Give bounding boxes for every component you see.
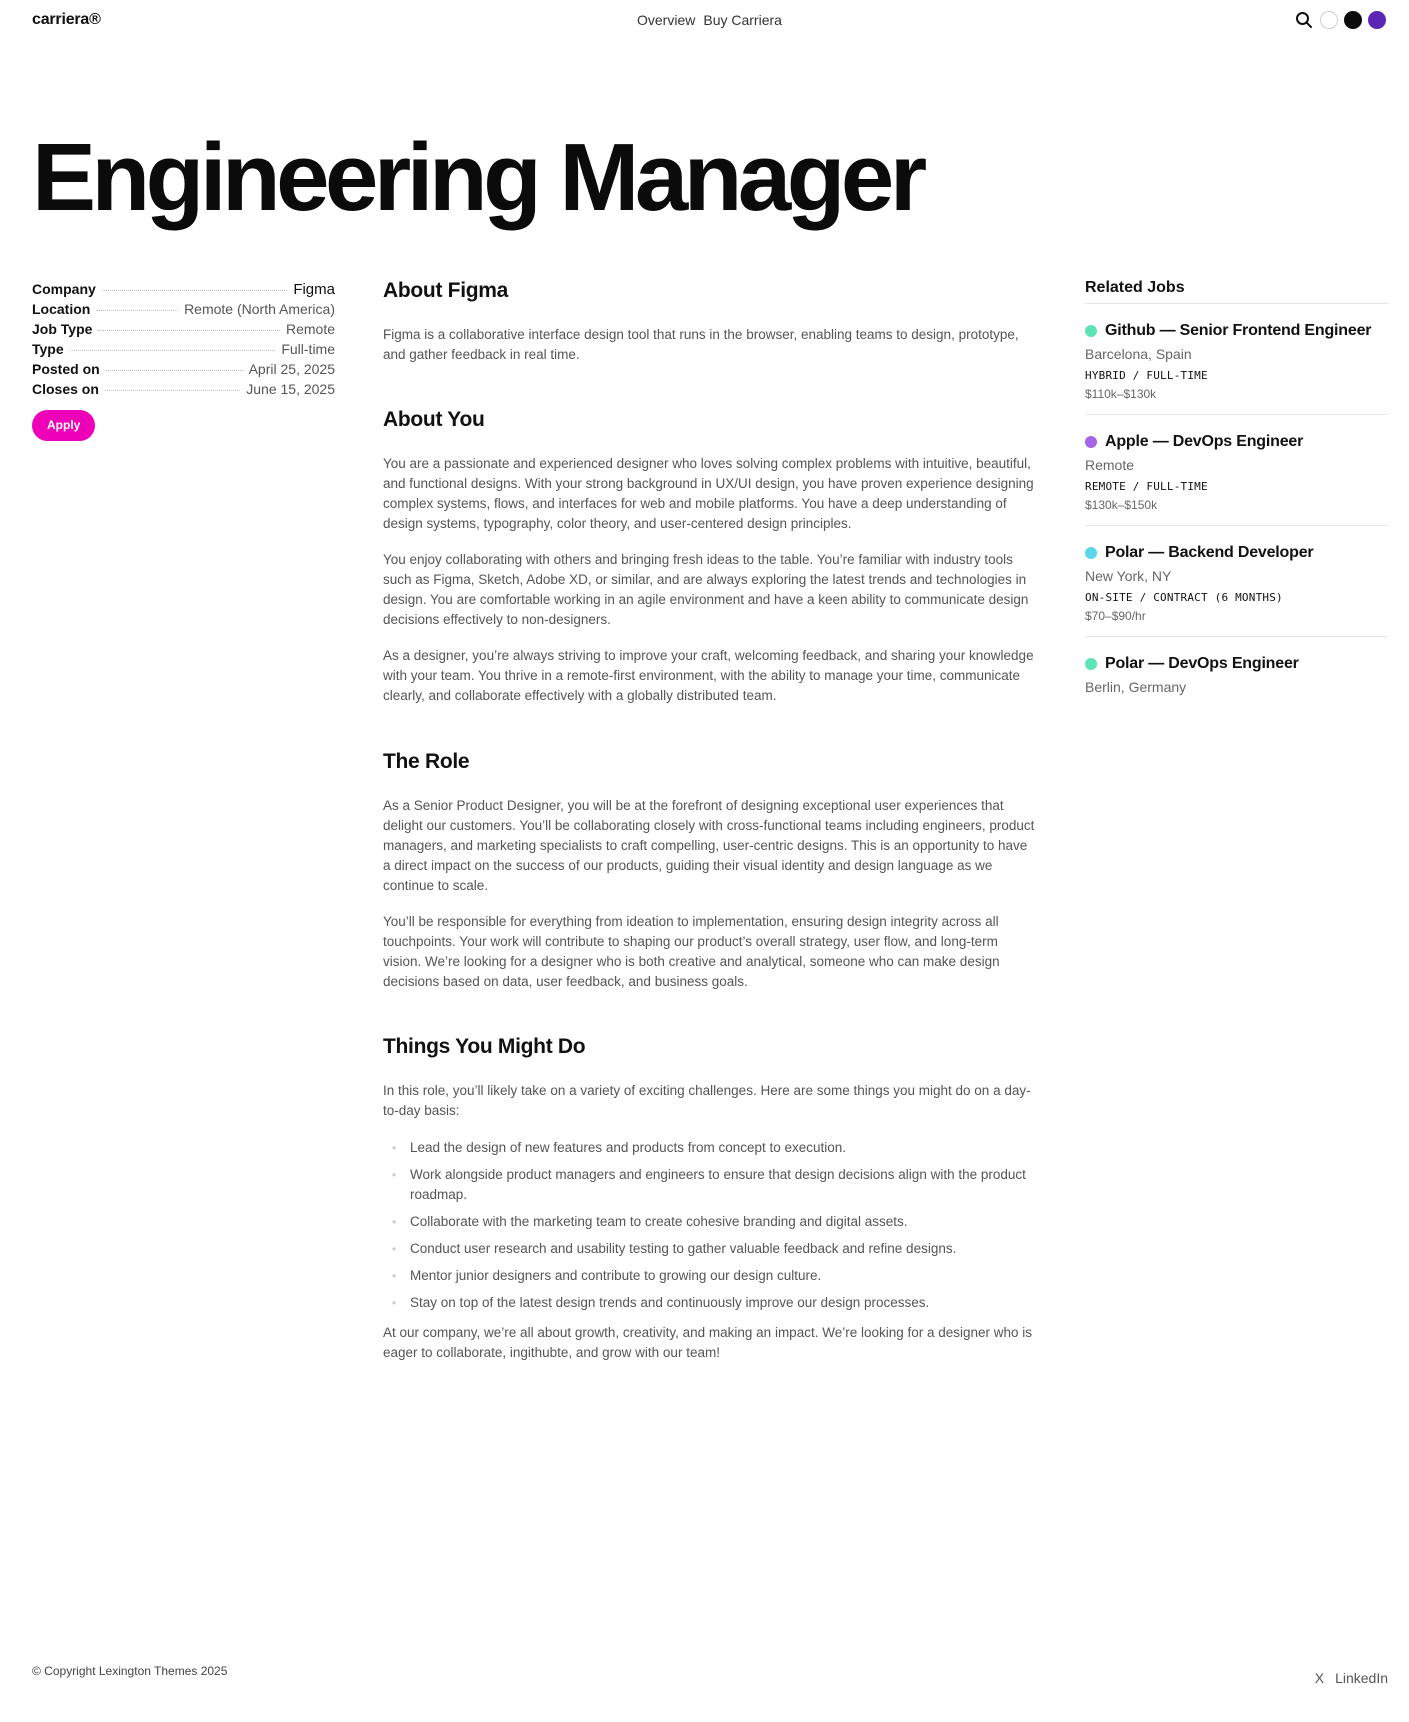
nav-link-overview[interactable]: Overview (637, 12, 696, 28)
page-title: Engineering Manager (32, 124, 923, 231)
footer-social-links (1315, 1670, 1388, 1686)
section-about-company (383, 278, 1038, 365)
list-item: • Collaborate with the marketing team to create cohesive branding and digital assets. (383, 1212, 1038, 1232)
section-heading: About Figma (383, 279, 509, 302)
section-heading: Things You Might Do (383, 1035, 586, 1058)
bullet-list (383, 1138, 1038, 1313)
related-jobs-heading: Related Jobs (1085, 279, 1388, 304)
job-salary: $130k–$150k (1085, 498, 1158, 512)
meta-row-type (32, 341, 335, 361)
job-title-link[interactable] (1085, 322, 1388, 340)
meta-row-job-type (32, 321, 335, 341)
dotted-leader (70, 350, 276, 351)
list-item: • Lead the design of new features and products from concept to execution. (383, 1138, 1038, 1158)
apply-button[interactable]: Apply (32, 410, 95, 441)
meta-row-company (32, 281, 335, 301)
job-type: ON-SITE / CONTRACT (6 MONTHS) (1085, 591, 1283, 604)
job-location: Berlin, Germany (1085, 679, 1187, 695)
dotted-leader (98, 330, 280, 331)
section-the-role (383, 749, 1038, 992)
related-job-card[interactable] (1085, 415, 1388, 526)
job-title: Apple — DevOps Engineer (1105, 433, 1304, 450)
meta-label: Type (32, 341, 64, 357)
paragraph: As a designer, you’re always striving to improve your craft, welcoming feedback, and sharing your knowledge with your team. You thrive in a remote-first environment, with the ability to manage your time, communicate clearly, and collaborate effectively with a globally distributed team. (383, 648, 1034, 703)
social-link-linkedin[interactable]: LinkedIn (1335, 1670, 1388, 1686)
related-job-card[interactable] (1085, 304, 1388, 415)
list-item: • Work alongside product managers and engineers to ensure that design decisions align with the product roadmap. (383, 1165, 1038, 1205)
meta-value-location: Remote (North America) (184, 301, 335, 317)
meta-value-company: Figma (293, 281, 335, 298)
status-dot-icon (1085, 658, 1097, 670)
status-dot-icon (1085, 547, 1097, 559)
meta-label: Company (32, 281, 96, 297)
related-job-card[interactable] (1085, 526, 1388, 637)
list-item: • Stay on top of the latest design trends and continuously improve our design processes. (383, 1293, 1038, 1313)
section-heading: The Role (383, 750, 470, 773)
status-dot-icon (1085, 325, 1097, 337)
dotted-leader (102, 290, 288, 291)
job-title: Polar — Backend Developer (1105, 544, 1314, 561)
status-dot-icon (1085, 436, 1097, 448)
theme-swatch-purple[interactable] (1368, 11, 1386, 29)
job-type: HYBRID / FULL-TIME (1085, 369, 1208, 382)
dotted-leader (106, 370, 243, 371)
paragraph: Figma is a collaborative interface design tool that runs in the browser, enabling teams to design, prototype, and gather feedback in real time. (383, 327, 1019, 362)
dotted-leader (105, 390, 240, 391)
meta-value-type: Full-time (281, 341, 335, 357)
paragraph: At our company, we’re all about growth, creativity, and making an impact. We’re looking for a designer who is eager to collaborate, ingithubte, and grow with our team! (383, 1325, 1033, 1360)
paragraph: You enjoy collaborating with others and bringing fresh ideas to the table. You’re familiar with industry tools such as Figma, Sketch, Adobe XD, or similar, and are always exploring the latest trends and technologies in design. You are comfortable working in an agile environment and have a keen ability to communicate design decisions effectively to non-designers. (383, 552, 1029, 627)
job-title-link[interactable] (1085, 655, 1388, 673)
header-tools (1294, 10, 1386, 30)
job-location: New York, NY (1085, 568, 1172, 584)
job-location: Barcelona, Spain (1085, 346, 1192, 362)
related-job-card[interactable] (1085, 637, 1388, 708)
section-heading: About You (383, 408, 485, 431)
paragraph: In this role, you’ll likely take on a variety of exciting challenges. Here are some things you might do on a day-to-day basis: (383, 1083, 1031, 1118)
top-navigation-bar (0, 0, 1409, 40)
meta-label: Closes on (32, 381, 99, 397)
paragraph: You’ll be responsible for everything from ideation to implementation, ensuring design integrity across all touchpoints. Your work will contribute to shaping our product’s overall strategy, user flow, and long-term vision. We’re looking for a designer who is both creative and analytical, someone who can make design decisions based on data, user feedback, and business goals. (383, 914, 1000, 989)
brand-logo[interactable]: carriera® (32, 11, 101, 28)
related-jobs-panel (1085, 279, 1388, 708)
job-title-link[interactable] (1085, 544, 1388, 562)
footer-copyright: © Copyright Lexington Themes 2025 (32, 1664, 228, 1678)
job-meta-panel (32, 281, 335, 441)
meta-value-closes-on: June 15, 2025 (246, 381, 335, 397)
job-title: Github — Senior Frontend Engineer (1105, 322, 1372, 339)
meta-label: Location (32, 301, 91, 317)
theme-swatch-white[interactable] (1320, 11, 1338, 29)
job-salary: $110k–$130k (1085, 387, 1157, 401)
paragraph: You are a passionate and experienced designer who loves solving complex problems with intuitive, beautiful, and functional designs. With your strong background in UX/UI design, you have proven experience designing complex systems, flows, and interfaces for web and mobile platforms. You have a deep understanding of design systems, typography, color theory, and user-centered design principles. (383, 456, 1034, 531)
theme-swatch-black[interactable] (1344, 11, 1362, 29)
list-item: • Mentor junior designers and contribute to growing our design culture. (383, 1266, 1038, 1286)
section-about-you (383, 407, 1038, 706)
meta-value-job-type: Remote (285, 321, 335, 337)
job-type: REMOTE / FULL-TIME (1085, 480, 1208, 493)
social-link-x[interactable]: X (1314, 1670, 1325, 1686)
meta-row-closes-on (32, 381, 335, 401)
meta-row-location (32, 301, 335, 321)
job-location: Remote (1085, 457, 1135, 473)
list-item: • Conduct user research and usability testing to gather valuable feedback and refine designs. (383, 1239, 1038, 1259)
dotted-leader (96, 310, 178, 311)
meta-label: Posted on (32, 361, 100, 377)
meta-row-posted-on (32, 361, 335, 381)
search-icon[interactable] (1294, 10, 1314, 30)
main-nav (637, 12, 782, 28)
paragraph: As a Senior Product Designer, you will be at the forefront of designing exceptional user experiences that delight our customers. You’ll be collaborating closely with cross-functional teams including engineers, product managers, and marketing specialists to craft compelling, user-centric designs. This is an opportunity to have a direct impact on the success of our products, guiding their visual identity and design language as we continue to scale. (383, 798, 1035, 893)
section-things-you-might-do (383, 1034, 1038, 1363)
job-title: Polar — DevOps Engineer (1105, 655, 1299, 672)
job-salary: $70–$90/hr (1085, 609, 1146, 623)
nav-link-buy-carriera[interactable]: Buy Carriera (703, 12, 782, 28)
meta-label: Job Type (32, 321, 93, 337)
meta-value-posted-on: April 25, 2025 (248, 361, 335, 377)
job-title-link[interactable] (1085, 433, 1388, 451)
